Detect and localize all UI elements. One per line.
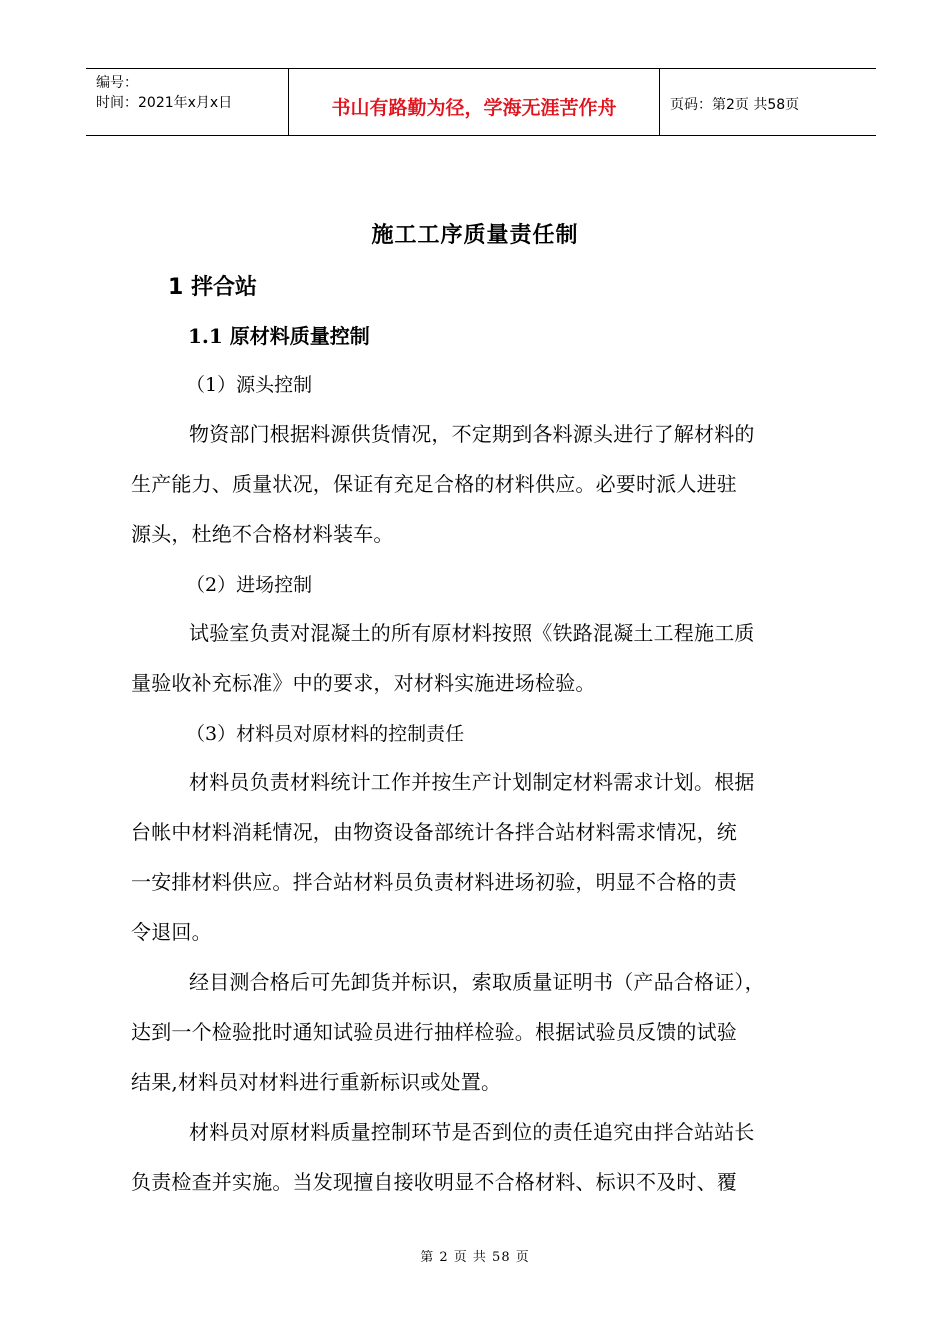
header-number: 编号： — [96, 75, 138, 91]
paragraph-1 — [131, 409, 826, 559]
header-meta — [86, 69, 288, 135]
paragraph-line: 材料员对原材料质量控制环节是否到位的责任追究由拌合站站长 — [189, 1120, 755, 1144]
paragraph-line: 材料员负责材料统计工作并按生产计划制定材料需求计划。根据 — [189, 770, 755, 794]
section-heading-1: 1 拌合站 — [168, 275, 257, 300]
page-footer: 第 2 页 共 58 页 — [420, 1250, 530, 1265]
paragraph-4 — [131, 957, 826, 1107]
paragraph-line: 达到一个检验批时通知试验员进行抽样检验。根据试验员反馈的试验 — [131, 1020, 737, 1044]
header-time: 时间：2021年x月x日 — [96, 95, 233, 111]
section-heading-1-1: 1.1 原材料质量控制 — [188, 324, 370, 348]
paragraph-line: 量验收补充标准》中的要求，对材料实施进场检验。 — [131, 671, 596, 695]
paragraph-line: 物资部门根据料源供货情况，不定期到各料源头进行了解材料的 — [189, 422, 755, 446]
paragraph-line: 结果,材料员对材料进行重新标识或处置。 — [131, 1070, 502, 1094]
paragraph-line: 台帐中材料消耗情况，由物资设备部统计各拌合站材料需求情况，统 — [131, 820, 737, 844]
paragraph-line: 令退回。 — [131, 920, 212, 944]
document-title: 施工工序质量责任制 — [371, 222, 579, 248]
item-heading-3: （3）材料员对原材料的控制责任 — [186, 723, 465, 745]
paragraph-line: 负责检查并实施。当发现擅自接收明显不合格材料、标识不及时、覆 — [131, 1170, 737, 1194]
paragraph-2 — [131, 608, 826, 708]
page-header — [86, 68, 876, 136]
paragraph-line: 生产能力、质量状况，保证有充足合格的材料供应。必要时派人进驻 — [131, 472, 737, 496]
header-motto: 书山有路勤为径，学海无涯苦作舟 — [288, 69, 660, 135]
header-page-info: 页码：第2页 共58页 — [670, 97, 800, 113]
paragraph-3 — [131, 757, 826, 957]
item-heading-2: （2）进场控制 — [186, 574, 313, 596]
paragraph-line: 经目测合格后可先卸货并标识，索取质量证明书（产品合格证）， — [189, 970, 765, 994]
item-heading-1: （1）源头控制 — [186, 374, 313, 396]
paragraph-5 — [131, 1107, 826, 1207]
paragraph-line: 试验室负责对混凝土的所有原材料按照《铁路混凝土工程施工质 — [189, 621, 755, 645]
paragraph-line: 一安排材料供应。拌合站材料员负责材料进场初验，明显不合格的责 — [131, 870, 737, 894]
paragraph-line: 源头，杜绝不合格材料装车。 — [131, 522, 394, 546]
